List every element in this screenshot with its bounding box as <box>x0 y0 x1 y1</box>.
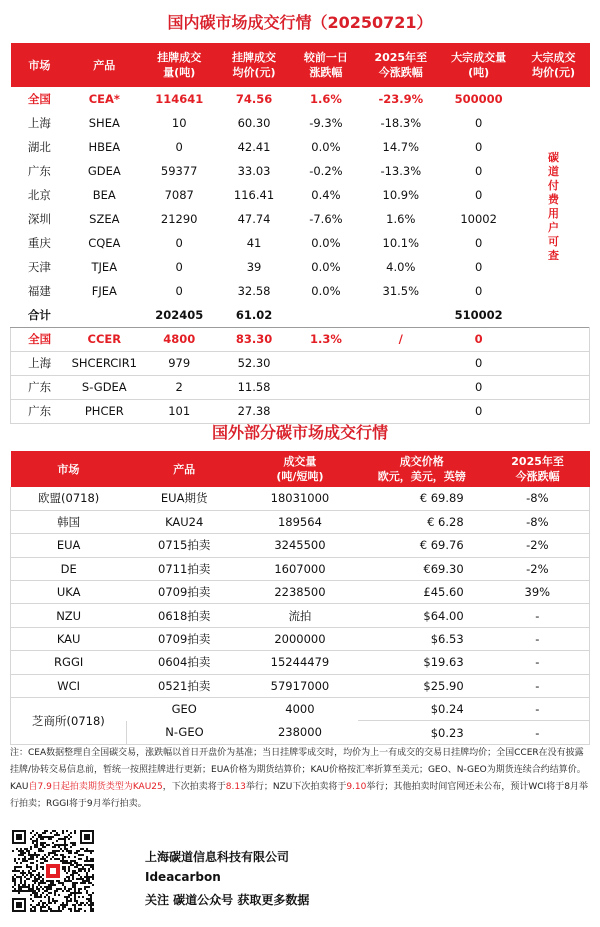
table-cell: 1.6% <box>309 92 342 106</box>
table-cell: 北京 <box>27 188 51 202</box>
table-cell: 广东 <box>27 164 51 178</box>
table-cell: 欧盟(0718) <box>11 487 127 510</box>
table-cell: 流拍 <box>242 604 358 627</box>
table-cell: 979 <box>140 351 218 375</box>
table-cell: 福建 <box>27 284 51 298</box>
table-cell: 重庆 <box>27 236 51 250</box>
table-cell: 1.6% <box>386 212 416 226</box>
table-cell: 湖北 <box>27 140 51 154</box>
note-highlight-2: 8.13 <box>225 782 246 792</box>
table-row <box>11 255 590 279</box>
table-cell: DE <box>11 557 127 580</box>
international-body <box>11 487 590 744</box>
table-cell: 深圳 <box>27 212 51 226</box>
ccer-row <box>11 327 590 351</box>
table-cell: 0 <box>474 260 483 274</box>
table-cell: -0.2% <box>309 164 343 178</box>
international-header-cell: 成交量 (吨/短吨) <box>242 451 358 487</box>
table-cell: KAU24 <box>126 510 242 533</box>
empty-cell <box>518 351 590 375</box>
table-cell: 114641 <box>155 92 204 106</box>
table-cell: 7087 <box>164 188 194 202</box>
note-highlight-3: 9.10 <box>346 782 367 792</box>
table-cell: 0 <box>474 284 483 298</box>
table-cell: $0.24 <box>358 698 486 721</box>
table-cell: -2% <box>486 557 590 580</box>
table-cell: GEO <box>171 702 197 717</box>
table-cell: PHCER <box>68 399 140 423</box>
domestic-title: 国内碳市场成交行情（20250721） <box>167 13 433 32</box>
table-row <box>11 183 590 207</box>
table-cell: € 6.28 <box>358 510 486 533</box>
table-cell: 4000 <box>285 702 315 717</box>
table-cell: 57917000 <box>242 674 358 697</box>
table-cell: 上海 <box>27 116 51 130</box>
table-cell: - <box>486 627 590 650</box>
table-cell: 0 <box>175 284 183 298</box>
table-cell: 59377 <box>160 164 198 178</box>
table-cell: SZEA <box>89 212 120 226</box>
table-cell: 10002 <box>460 212 497 226</box>
table-cell: 41 <box>246 236 262 250</box>
domestic-header-cell: 产品 <box>68 43 140 87</box>
table-row <box>11 135 590 159</box>
table-cell: - <box>486 721 590 744</box>
table-cell: 广东 <box>11 375 69 399</box>
domestic-header-cell: 大宗成交 均价(元) <box>518 43 590 87</box>
table-row <box>11 581 590 604</box>
table-cell: 52.30 <box>218 351 290 375</box>
table-cell <box>290 351 362 375</box>
table-cell <box>362 375 440 399</box>
table-row <box>11 303 590 327</box>
ccer-row <box>11 351 590 375</box>
table-cell: 116.41 <box>233 188 275 202</box>
table-cell: € 69.89 <box>358 487 486 510</box>
table-cell: EUA期货 <box>126 487 242 510</box>
table-cell: 0 <box>175 236 183 250</box>
cme-row <box>11 698 590 721</box>
table-cell: 0 <box>175 140 183 154</box>
international-title: 国外部分碳市场成交行情 <box>211 423 388 442</box>
table-cell: -18.3% <box>380 116 422 130</box>
table-cell: 全国 <box>11 327 69 351</box>
table-cell: 61.02 <box>235 307 273 322</box>
qr-code-icon <box>12 830 94 912</box>
table-cell: S-GDEA <box>68 375 140 399</box>
domestic-header-cell: 较前一日 涨跌幅 <box>290 43 362 87</box>
table-cell: 4800 <box>140 327 218 351</box>
international-header-cell: 市场 <box>11 451 127 487</box>
table-row <box>11 627 590 650</box>
table-cell: -2% <box>486 534 590 557</box>
table-cell: 0 <box>440 399 518 423</box>
table-row <box>11 534 590 557</box>
table-row <box>11 231 590 255</box>
table-cell: 0715拍卖 <box>126 534 242 557</box>
company-name: 上海碳道信息科技有限公司 <box>145 850 290 864</box>
table-cell: 2000000 <box>242 627 358 650</box>
table-row <box>11 604 590 627</box>
table-cell: FJEA <box>91 284 117 298</box>
domestic-header-cell: 挂牌成交 量(吨) <box>140 43 218 87</box>
table-row <box>11 279 590 303</box>
domestic-header-row <box>11 43 590 87</box>
empty-cell <box>518 375 590 399</box>
ccer-row <box>11 375 590 399</box>
table-row <box>11 510 590 533</box>
follow-cta: 关注 碳道公众号 获取更多数据 <box>145 893 310 907</box>
table-cell <box>290 375 362 399</box>
table-cell: 0 <box>440 375 518 399</box>
table-cell: 10 <box>171 116 187 130</box>
table-row <box>11 87 590 111</box>
table-cell: 101 <box>140 399 218 423</box>
table-cell: £45.60 <box>358 581 486 604</box>
table-cell: -13.3% <box>380 164 422 178</box>
table-cell: 15244479 <box>242 651 358 674</box>
table-row <box>11 159 590 183</box>
table-cell: 33.03 <box>237 164 271 178</box>
table-cell: 天津 <box>27 260 51 274</box>
table-cell: $25.90 <box>358 674 486 697</box>
domestic-market-table <box>10 43 590 424</box>
brand-name: Ideacarbon <box>145 870 221 884</box>
table-cell: 10.1% <box>382 236 420 250</box>
table-cell: 18031000 <box>242 487 358 510</box>
table-cell: 广东 <box>11 399 69 423</box>
table-cell: 4.0% <box>386 260 416 274</box>
table-cell: - <box>486 674 590 697</box>
note-text-1: 注：CEA数据整理自全国碳交易，涨跌幅以首日开盘价为基准；当日挂牌零成交时，均价为上一有成交的交易日挂牌均价；全国CCER在没有披露挂牌/协转交易信息前，暂统一按照挂牌进行更新；EUA价格为期货结算价；KAU价格按汇率折算至美元；GEO、N-GEO为期货连续合约结算价。KAU <box>10 748 586 792</box>
table-cell: RGGI <box>11 651 127 674</box>
table-cell: 0 <box>474 140 483 154</box>
domestic-header-cell: 挂牌成交 均价(元) <box>218 43 290 87</box>
table-cell: -9.3% <box>309 116 343 130</box>
table-cell: 0.4% <box>311 188 341 202</box>
international-header-cell: 成交价格 欧元，美元，英镑 <box>358 451 486 487</box>
table-cell: 39 <box>246 260 262 274</box>
table-cell: GDEA <box>87 164 121 178</box>
cme-market-cell: 芝商所(0718) <box>11 698 127 745</box>
table-cell: SHCERCIR1 <box>68 351 140 375</box>
table-cell: 42.41 <box>237 140 271 154</box>
table-cell: € 69.76 <box>358 534 486 557</box>
table-cell: CQEA <box>88 236 121 250</box>
table-cell: 60.30 <box>237 116 271 130</box>
table-cell: 0.0% <box>311 260 341 274</box>
table-cell: CEA* <box>88 92 120 106</box>
table-cell: 238000 <box>242 721 358 744</box>
note-text-4: 举行；其他拍卖时间官网还未公布，预计WCI将于8月举行拍卖；RGGI将于9月举行拍卖。 <box>10 782 588 809</box>
table-cell: 0521拍卖 <box>126 674 242 697</box>
table-cell: -8% <box>486 487 590 510</box>
table-cell: - <box>486 651 590 674</box>
table-cell: 韩国 <box>11 510 127 533</box>
table-cell: 10.9% <box>382 188 420 202</box>
domestic-header-cell: 2025年至 今涨跌幅 <box>362 43 440 87</box>
table-cell: / <box>362 327 440 351</box>
table-cell: -23.9% <box>378 92 424 106</box>
table-cell: SHEA <box>88 116 120 130</box>
table-row <box>11 651 590 674</box>
table-row <box>11 207 590 231</box>
table-cell: KAU <box>11 627 127 650</box>
note-highlight-1: 自7.9日起拍卖期货类型为KAU25 <box>28 782 163 792</box>
table-cell: 1607000 <box>242 557 358 580</box>
table-cell: 39% <box>486 581 590 604</box>
table-cell: 1.3% <box>290 327 362 351</box>
table-cell: 11.58 <box>218 375 290 399</box>
table-cell: 14.7% <box>382 140 420 154</box>
table-cell: - <box>486 698 590 721</box>
table-cell: 83.30 <box>218 327 290 351</box>
table-cell: NZU <box>11 604 127 627</box>
footnote <box>10 745 590 813</box>
domestic-header-cell: 大宗成交量 (吨) <box>440 43 518 87</box>
table-cell: BEA <box>92 188 116 202</box>
table-cell: $6.53 <box>358 627 486 650</box>
table-cell: 500000 <box>454 92 503 106</box>
side-note-text: 碳道付费用户可查 <box>548 150 560 262</box>
table-cell: 3245500 <box>242 534 358 557</box>
table-cell: 0709拍卖 <box>126 627 242 650</box>
table-cell: $64.00 <box>358 604 486 627</box>
side-note <box>518 87 590 327</box>
note-text-3: 举行；NZU下次拍卖将于 <box>245 782 347 792</box>
table-cell: 2 <box>140 375 218 399</box>
table-cell: TJEA <box>91 260 118 274</box>
table-cell: 0618拍卖 <box>126 604 242 627</box>
table-cell: 0 <box>440 351 518 375</box>
table-cell: 202405 <box>155 307 204 322</box>
table-cell: 0 <box>474 164 483 178</box>
table-cell: 189564 <box>242 510 358 533</box>
domestic-header-cell: 市场 <box>11 43 69 87</box>
table-cell: $0.23 <box>358 721 486 744</box>
table-cell: 0.0% <box>311 140 341 154</box>
table-cell: 全国 <box>27 92 51 106</box>
table-cell <box>290 303 362 327</box>
table-cell: $19.63 <box>358 651 486 674</box>
table-cell: 31.5% <box>382 284 420 298</box>
table-cell: 0 <box>175 260 183 274</box>
table-cell: 74.56 <box>235 92 273 106</box>
international-header-cell: 产品 <box>126 451 242 487</box>
table-row <box>11 674 590 697</box>
empty-cell <box>518 327 590 351</box>
table-cell: 合计 <box>27 307 51 322</box>
table-cell: -7.6% <box>309 212 343 226</box>
table-row <box>11 487 590 510</box>
table-cell: 32.58 <box>237 284 271 298</box>
table-cell: 0709拍卖 <box>126 581 242 604</box>
table-cell: 510002 <box>454 307 503 322</box>
table-cell: N-GEO <box>126 721 242 744</box>
table-cell: 0.0% <box>311 284 341 298</box>
table-cell <box>68 303 140 327</box>
table-row <box>11 557 590 580</box>
table-cell: 2238500 <box>242 581 358 604</box>
international-market-table <box>10 451 590 745</box>
table-cell: -8% <box>486 510 590 533</box>
table-cell: HBEA <box>88 140 121 154</box>
table-cell: 0 <box>474 116 483 130</box>
table-cell: UKA <box>11 581 127 604</box>
table-cell <box>362 303 440 327</box>
table-cell: - <box>486 604 590 627</box>
note-text-2: ，下次拍卖将于 <box>162 782 226 792</box>
domestic-body <box>11 87 590 423</box>
table-cell: €69.30 <box>358 557 486 580</box>
table-cell: EUA <box>11 534 127 557</box>
table-cell: 27.38 <box>218 399 290 423</box>
table-cell: 0711拍卖 <box>126 557 242 580</box>
table-cell: CCER <box>68 327 140 351</box>
table-row <box>11 111 590 135</box>
table-cell <box>362 351 440 375</box>
table-cell: WCI <box>11 674 127 697</box>
table-cell: 0 <box>474 236 483 250</box>
table-cell: 47.74 <box>237 212 271 226</box>
table-cell: 0.0% <box>311 236 341 250</box>
table-cell: 0 <box>440 327 518 351</box>
international-header-cell: 2025年至 今涨跌幅 <box>486 451 590 487</box>
table-cell: 0604拍卖 <box>126 651 242 674</box>
international-header-row <box>11 451 590 487</box>
table-cell: 21290 <box>160 212 198 226</box>
table-cell: 0 <box>474 188 483 202</box>
table-cell: 上海 <box>11 351 69 375</box>
